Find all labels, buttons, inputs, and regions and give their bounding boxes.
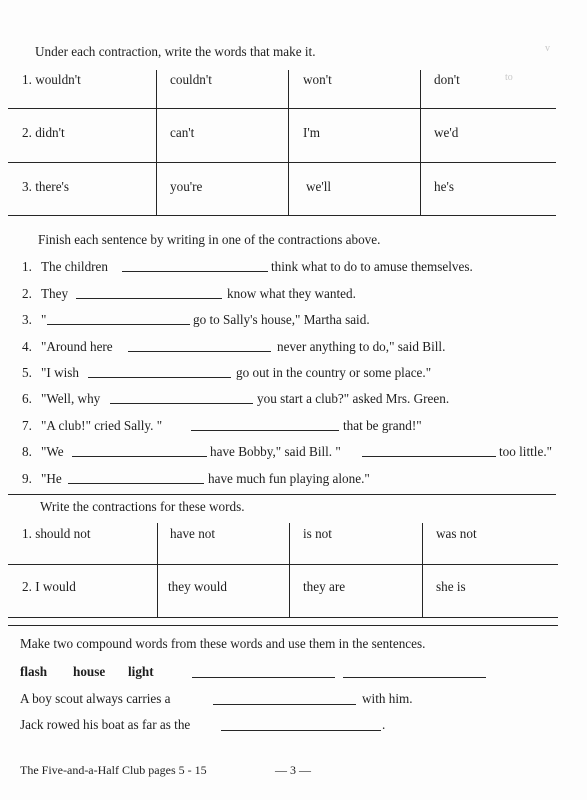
sentence-text: "He [41,471,62,486]
blank-line[interactable] [68,483,204,484]
section1-instruction: Under each contraction, write the words that make it. [35,44,316,59]
section4-instruction: Make two compound words from these words and use them in the sentences. [20,636,426,651]
blank-line[interactable] [213,704,356,705]
table-cell: won't [303,72,332,87]
answer-line[interactable] [8,108,556,109]
sentence-text: go out in the country or some place." [236,365,432,380]
footer-source: The Five-and-a-Half Club pages 5 - 15 [20,763,207,777]
page-number: — 3 — [275,763,311,777]
table-cell: 2. I would [22,579,76,594]
table-divider [288,70,289,216]
sentence-number: 7. [22,418,32,433]
blank-line[interactable] [72,456,207,457]
sentence-text: They [41,286,69,301]
sentence-number: 2. [22,286,32,301]
table-cell: is not [303,526,332,541]
section-divider [8,494,556,495]
table-cell: they would [168,579,227,594]
blank-line[interactable] [191,430,339,431]
table-cell: I'm [303,125,321,140]
sentence-text: that be grand!" [343,418,422,433]
blank-line[interactable] [221,730,381,731]
answer-line[interactable] [8,162,556,163]
table-cell: 2. didn't [22,125,65,140]
sentence-number: 8. [22,444,32,459]
table-cell: we'd [434,125,459,140]
sentence-text: too little." [499,444,553,459]
table-divider [422,523,423,618]
sentence-text: you start a club?" asked Mrs. Green. [257,391,450,406]
table-cell: she is [436,579,466,594]
sentence-text: "We [41,444,64,459]
table-cell: we'll [306,179,332,194]
answer-line[interactable] [8,564,558,565]
section2-instruction: Finish each sentence by writing in one of the contractions above. [38,232,381,247]
sentence-text: go to Sally's house," Martha said. [193,312,370,327]
blank-line[interactable] [128,351,271,352]
corner-mark: v [545,43,550,54]
sentence-text: never anything to do," said Bill. [277,339,446,354]
table-cell: he's [434,179,454,194]
table-cell: 1. should not [22,526,91,541]
section3-instruction: Write the contractions for these words. [40,499,245,514]
compound-word: house [73,664,106,679]
blank-line[interactable] [88,377,231,378]
corner-mark: to [505,72,513,83]
sentence-text: A boy scout always carries a [20,691,171,706]
table-cell: can't [170,125,195,140]
sentence-text: "A club!" cried Sally. " [41,418,163,433]
sentence-text: The children [41,259,109,274]
sentence-text: Jack rowed his boat as far as the [20,717,191,732]
sentence-text: have Bobby," said Bill. " [210,444,341,459]
compound-word: flash [20,664,48,679]
table-cell: they are [303,579,346,594]
sentence-number: 4. [22,339,32,354]
table-cell: have not [170,526,216,541]
table-cell: couldn't [170,72,212,87]
table-cell: you're [170,179,203,194]
table-divider [157,523,158,618]
table-cell: was not [436,526,477,541]
answer-line [8,625,558,626]
sentence-number: 9. [22,471,32,486]
sentence-text: have much fun playing alone." [208,471,370,486]
sentence-text: know what they wanted. [227,286,356,301]
answer-line[interactable] [8,215,556,216]
sentence-number: 6. [22,391,32,406]
sentence-text: "Around here [41,339,113,354]
table-cell: don't [434,72,460,87]
table-divider [289,523,290,618]
table-divider [156,70,157,216]
sentence-text: " [41,312,47,327]
sentence-text: "Well, why [41,391,101,406]
blank-line[interactable] [343,677,486,678]
sentence-text: think what to do to amuse themselves. [271,259,473,274]
table-divider [420,70,421,216]
blank-line[interactable] [47,324,190,325]
blank-line[interactable] [110,403,253,404]
blank-line[interactable] [192,677,335,678]
sentence-text: with him. [362,691,413,706]
sentence-text: . [382,717,386,732]
blank-line[interactable] [76,298,222,299]
sentence-number: 1. [22,259,32,274]
table-cell: 1. wouldn't [22,72,81,87]
compound-word: light [128,664,154,679]
answer-line[interactable] [8,617,558,618]
table-cell: 3. there's [22,179,70,194]
blank-line[interactable] [122,271,268,272]
sentence-text: "I wish [41,365,79,380]
sentence-number: 5. [22,365,32,380]
blank-line[interactable] [362,456,496,457]
sentence-number: 3. [22,312,32,327]
